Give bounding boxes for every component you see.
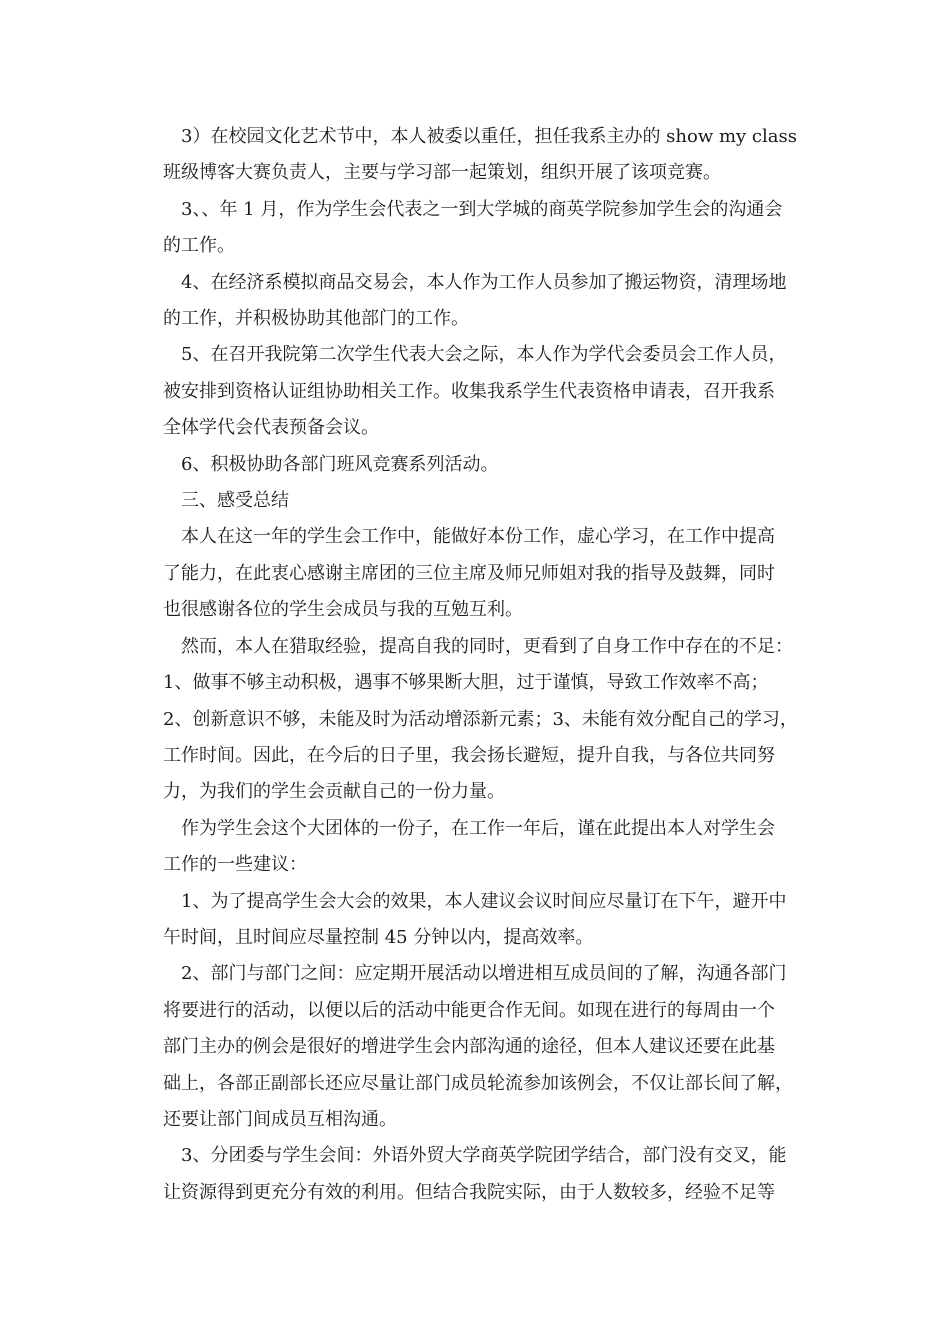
text-line: 被安排到资格认证组协助相关工作。收集我系学生代表资格申请表，召开我系: [163, 380, 775, 402]
text-line: 5、在召开我院第二次学生代表大会之际，本人作为学代会委员会工作人员，: [181, 344, 787, 366]
paragraph-suggestion-2: [145, 956, 805, 1138]
text-line: 本人在这一年的学生会工作中，能做好本份工作，虚心学习，在工作中提高: [181, 526, 775, 548]
text-line: 了能力，在此衷心感谢主席团的三位主席及师兄师姐对我的指导及鼓舞，同时: [163, 562, 775, 584]
document-body: [145, 119, 805, 1211]
text-line: 的工作，并积极协助其他部门的工作。: [163, 308, 469, 330]
text-line: 然而，本人在猎取经验，提高自我的同时，更看到了自身工作中存在的不足：: [181, 635, 793, 657]
text-line: 4、在经济系模拟商品交易会，本人作为工作人员参加了搬运物资，清理场地: [181, 271, 787, 293]
text-line: 部门主办的例会是很好的增进学生会内部沟通的途径，但本人建议还要在此基: [163, 1036, 775, 1058]
text-line: 午时间，且时间应尽量控制 45 分钟以内，提高效率。: [163, 926, 594, 948]
paragraph-suggestion-3: [145, 1138, 805, 1211]
text-line: 2、创新意识不够，未能及时为活动增添新元素；3、未能有效分配自己的学习，: [163, 708, 798, 730]
text-line: 力，为我们的学生会贡献自己的一份力量。: [163, 781, 505, 803]
text-line: 3）在校园文化艺术节中，本人被委以重任，担任我系主办的 show my class: [181, 126, 797, 147]
paragraph-gratitude: [145, 519, 805, 628]
paragraph-suggestion-1: [145, 884, 805, 957]
text-line: 班级博客大赛负责人，主要与学习部一起策划，组织开展了该项竞赛。: [163, 162, 721, 184]
text-line: 础上，各部正副部长还应尽量让部门成员轮流参加该例会，不仅让部长间了解，: [163, 1072, 793, 1094]
paragraph-suggestions-intro: [145, 811, 805, 884]
text-line: 工作的一些建议：: [163, 854, 307, 876]
paragraph-class-competition: [145, 447, 805, 483]
paragraph-student-union-meeting: [145, 192, 805, 265]
text-line: 让资源得到更充分有效的利用。但结合我院实际，由于人数较多，经验不足等: [163, 1181, 775, 1203]
text-line: 1、为了提高学生会大会的效果，本人建议会议时间应尽量订在下午，避开中: [181, 890, 787, 912]
text-line: 1、做事不够主动积极，遇事不够果断大胆，过于谨慎，导致工作效率不高；: [163, 672, 769, 694]
text-line: 6、积极协助各部门班风竞赛系列活动。: [181, 453, 499, 475]
text-line: 3、、年 1 月，作为学生会代表之一到大学城的商英学院参加学生会的沟通会: [181, 198, 783, 220]
paragraph-representative-congress: [145, 337, 805, 446]
text-line: 将要进行的活动，以便以后的活动中能更合作无间。如现在进行的每周由一个: [163, 999, 775, 1021]
section-heading-text: 三、感受总结: [181, 490, 289, 512]
paragraph-art-festival: [145, 119, 805, 192]
text-line: 的工作。: [163, 235, 235, 257]
text-line: 也很感谢各位的学生会成员与我的互勉互利。: [163, 599, 523, 621]
text-line: 2、部门与部门之间：应定期开展活动以增进相互成员间的了解，沟通各部门: [181, 963, 787, 985]
text-line: 3、分团委与学生会间：外语外贸大学商英学院团学结合，部门没有交叉，能: [181, 1145, 787, 1167]
text-line: 工作时间。因此，在今后的日子里，我会扬长避短，提升自我，与各位共同努: [163, 744, 775, 766]
text-line: 还要让部门间成员互相沟通。: [163, 1108, 397, 1130]
section-heading-summary: [145, 483, 805, 519]
text-line: 作为学生会这个大团体的一份子，在工作一年后，谨在此提出本人对学生会: [181, 817, 775, 839]
paragraph-shortcomings: [145, 629, 805, 811]
paragraph-trade-fair: [145, 265, 805, 338]
text-line: 全体学代会代表预备会议。: [163, 417, 379, 439]
